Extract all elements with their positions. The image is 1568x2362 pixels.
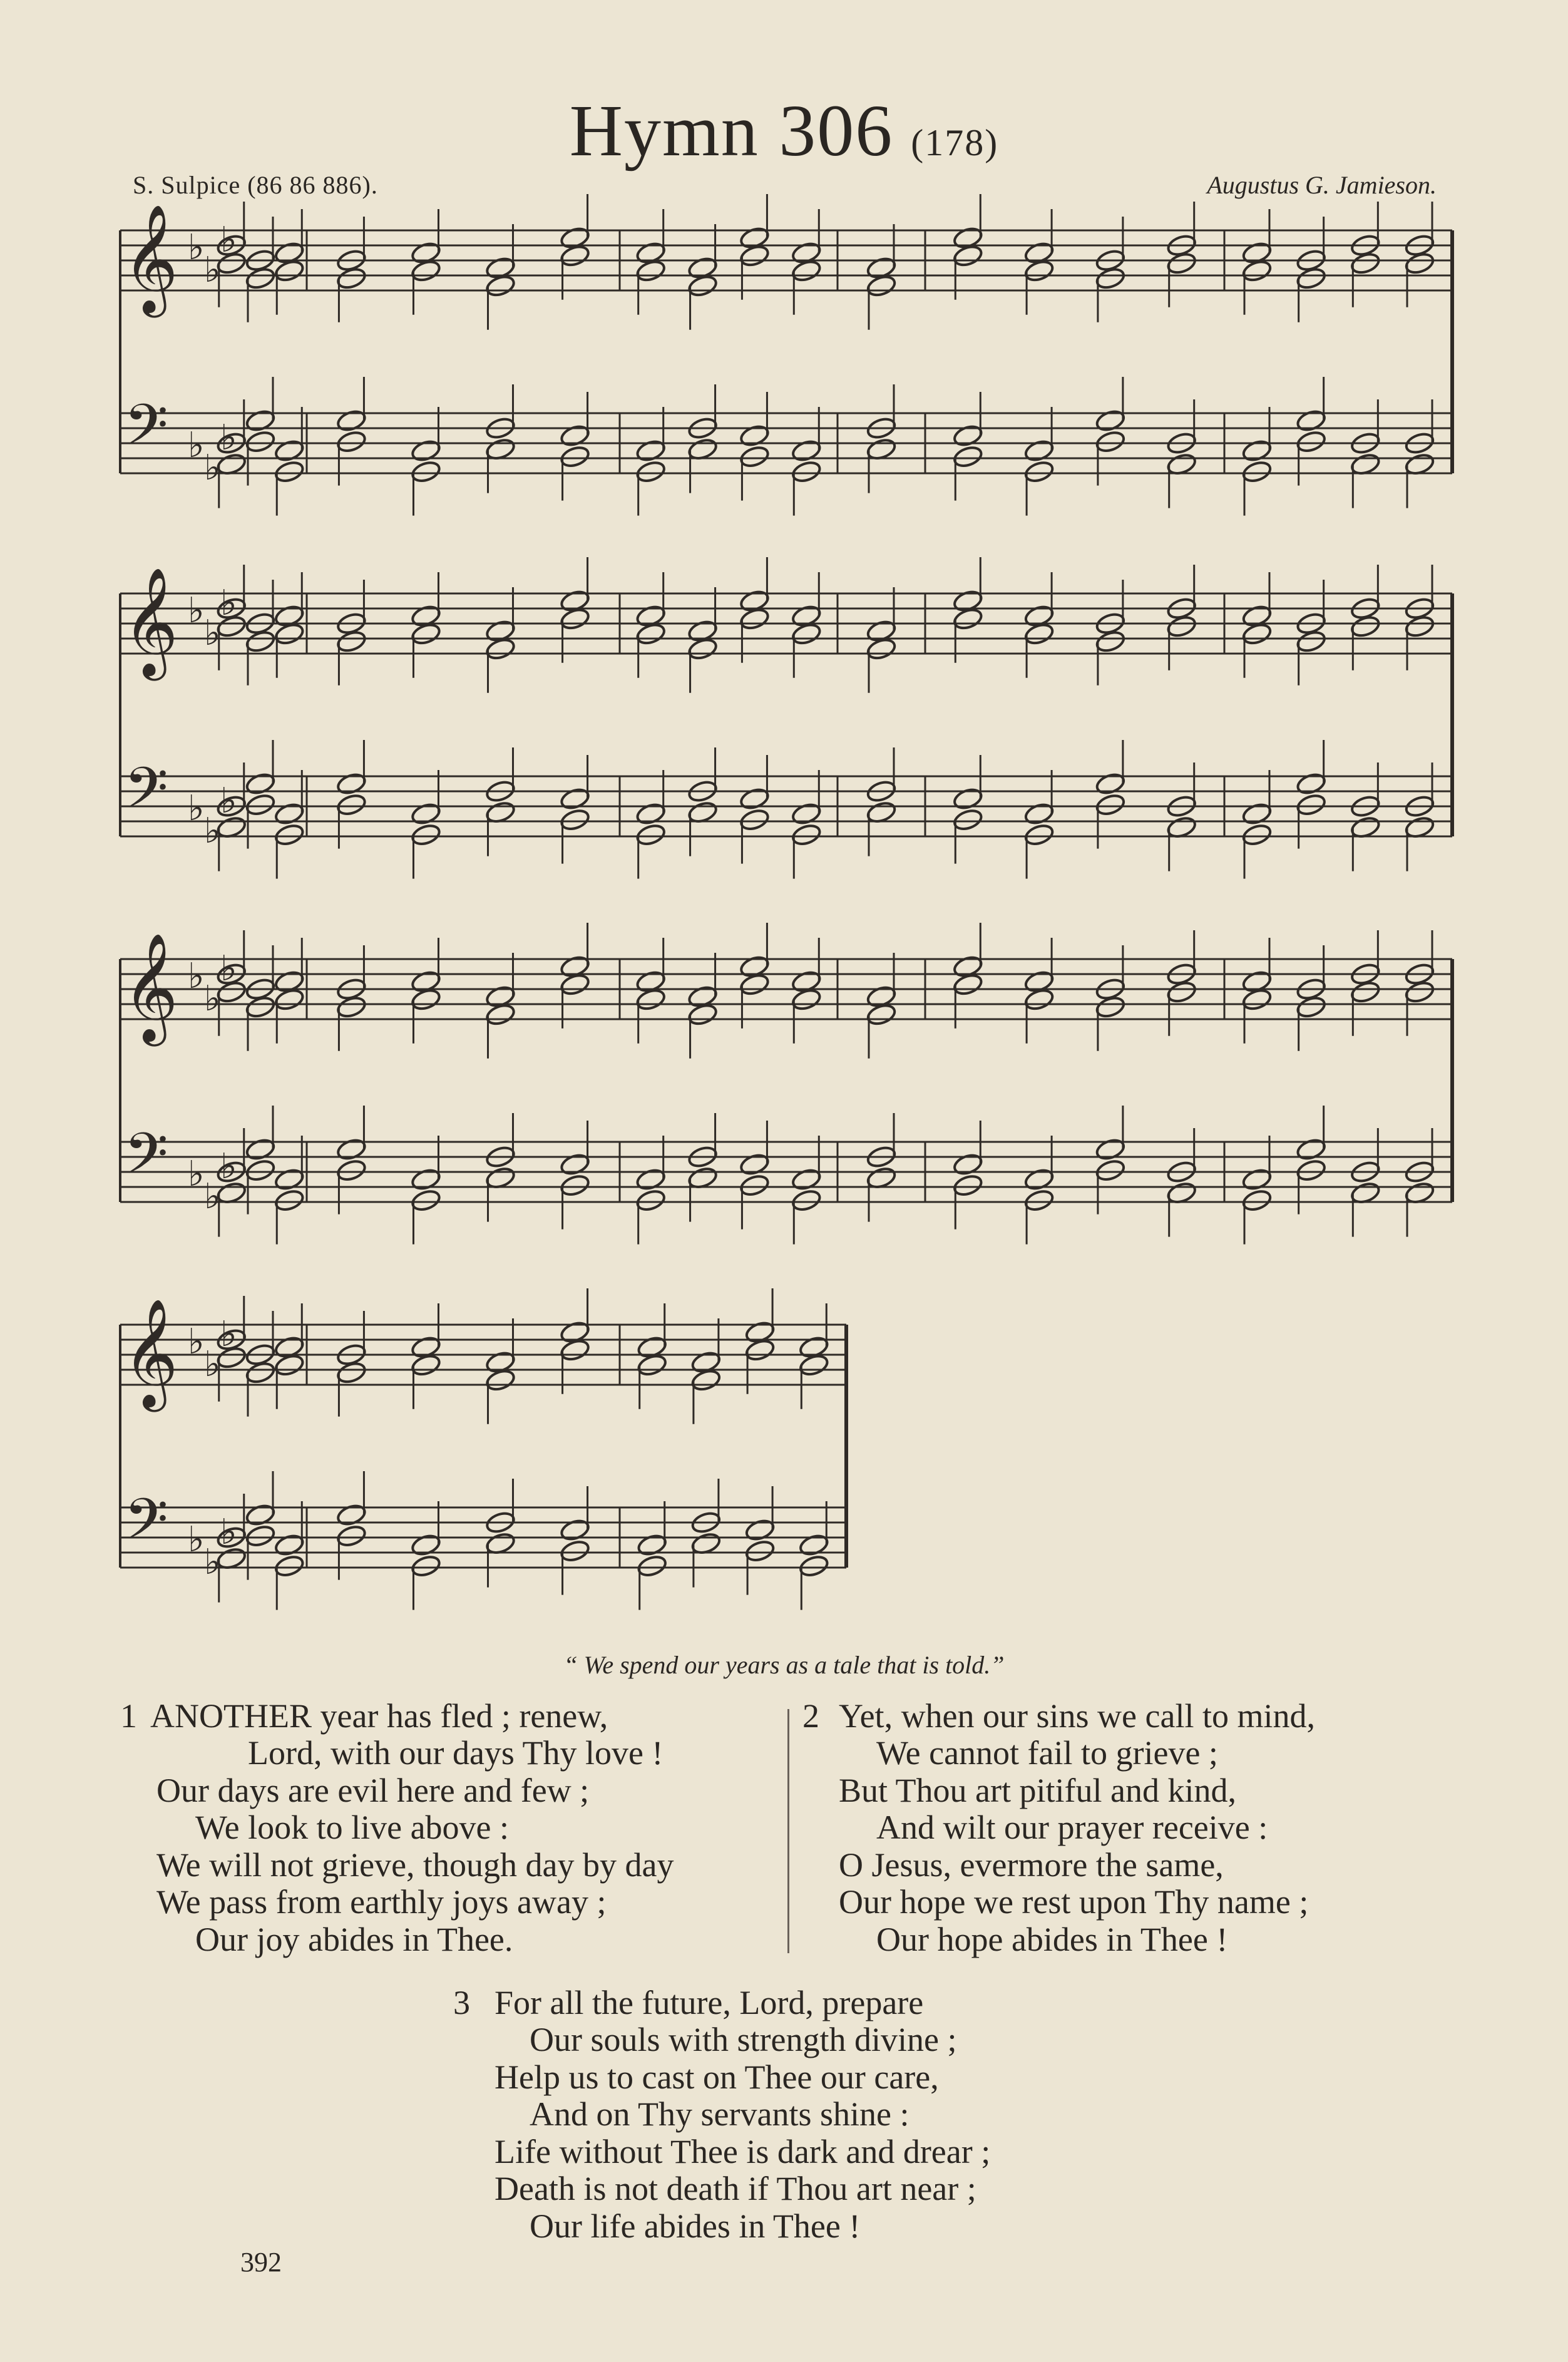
- note-head: [336, 1137, 367, 1161]
- verse-line: Yet, when our sins we call to mind,: [839, 1697, 1315, 1735]
- note-head: [637, 1554, 668, 1578]
- flat-icon: ♭: [188, 1154, 205, 1194]
- note-head: [1404, 251, 1435, 275]
- note-head: [744, 1517, 776, 1542]
- note-head: [559, 808, 590, 832]
- verse-line: We pass from earthly joys away ;: [156, 1883, 607, 1921]
- note-head: [245, 1137, 276, 1161]
- note-head: [1296, 429, 1327, 454]
- note-head: [410, 622, 441, 646]
- flat-icon: ♭: [204, 1176, 221, 1217]
- note-head: [274, 460, 305, 484]
- note-head: [1350, 251, 1381, 275]
- note-head: [791, 801, 822, 826]
- note-head: [274, 823, 305, 847]
- note-head: [559, 423, 590, 448]
- verse-line: And on Thy servants shine :: [530, 2095, 910, 2133]
- note-head: [739, 423, 770, 448]
- note-head: [1095, 408, 1126, 433]
- note-head: [1095, 1158, 1126, 1183]
- treble-clef-icon: 𝄞: [123, 933, 178, 1042]
- note-head: [791, 622, 822, 646]
- note-head: [1095, 771, 1126, 796]
- note-head: [791, 259, 822, 283]
- note-head: [336, 408, 367, 433]
- note-head: [1296, 771, 1327, 796]
- note-head: [739, 607, 770, 631]
- note-head: [274, 987, 305, 1012]
- note-head: [245, 429, 276, 454]
- treble-clef-icon: 𝄞: [123, 1298, 178, 1407]
- note-head: [410, 259, 441, 283]
- note-head: [1404, 980, 1435, 1004]
- note-head: [245, 793, 276, 817]
- flat-icon: ♭: [220, 1314, 237, 1355]
- note-head: [245, 266, 276, 290]
- flat-icon: ♭: [220, 948, 237, 989]
- note-head: [410, 1554, 441, 1578]
- note-head: [739, 972, 770, 997]
- treble-clef-icon: 𝄞: [123, 567, 178, 676]
- flat-icon: ♭: [188, 425, 205, 466]
- note-head: [1095, 429, 1126, 454]
- note-head: [559, 1152, 590, 1176]
- note-head: [635, 823, 667, 847]
- verse-line: Our souls with strength divine ;: [530, 2021, 957, 2058]
- note-head: [410, 1188, 441, 1213]
- note-head: [336, 1502, 367, 1527]
- note-head: [410, 1167, 441, 1191]
- note-head: [1350, 614, 1381, 639]
- note-head: [952, 972, 983, 997]
- note-head: [274, 1167, 305, 1191]
- note-head: [245, 1524, 276, 1548]
- note-head: [559, 244, 590, 268]
- note-head: [274, 622, 305, 646]
- note-head: [635, 1167, 667, 1191]
- note-head: [245, 1158, 276, 1183]
- note-head: [952, 423, 983, 448]
- note-head: [952, 808, 983, 832]
- note-head: [484, 1002, 516, 1027]
- note-head: [245, 1360, 276, 1385]
- note-head: [866, 274, 897, 298]
- note-head: [739, 808, 770, 832]
- note-head: [1023, 622, 1055, 646]
- note-head: [410, 1353, 441, 1377]
- note-head: [274, 801, 305, 826]
- verse-line: And wilt our prayer receive :: [876, 1809, 1268, 1846]
- note-head: [739, 444, 770, 469]
- epigraph: “ We spend our years as a tale that is told.”: [563, 1651, 1005, 1679]
- note-head: [1023, 823, 1055, 847]
- note-head: [1241, 259, 1273, 283]
- note-head: [274, 1533, 305, 1557]
- note-head: [336, 1158, 367, 1183]
- note-head: [1166, 980, 1197, 1004]
- note-head: [336, 995, 367, 1019]
- verse-line: Life without Thee is dark and drear ;: [494, 2133, 991, 2170]
- note-head: [687, 1002, 718, 1027]
- note-head: [245, 408, 276, 433]
- note-head: [559, 444, 590, 469]
- note-head: [1023, 259, 1055, 283]
- note-head: [1296, 629, 1327, 654]
- note-head: [690, 1368, 722, 1392]
- verse-line: Our life abides in Thee !: [530, 2207, 861, 2245]
- note-head: [1241, 460, 1273, 484]
- note-head: [336, 1524, 367, 1548]
- note-head: [952, 1173, 983, 1198]
- note-head: [635, 438, 667, 463]
- note-head: [739, 1152, 770, 1176]
- flat-icon: ♭: [188, 1322, 205, 1362]
- note-head: [635, 622, 667, 646]
- note-head: [1241, 823, 1273, 847]
- bass-clef-icon: 𝄢: [124, 1121, 168, 1201]
- note-head: [635, 259, 667, 283]
- note-head: [274, 1353, 305, 1377]
- note-head: [410, 460, 441, 484]
- flat-icon: ♭: [220, 781, 237, 821]
- flat-icon: ♭: [188, 956, 205, 997]
- flat-icon: ♭: [204, 978, 221, 1019]
- note-head: [336, 771, 367, 796]
- note-head: [410, 801, 441, 826]
- verse-line: We will not grieve, though day by day: [156, 1846, 674, 1884]
- note-head: [559, 1338, 590, 1362]
- hymn-ref-number: (178): [911, 122, 999, 163]
- flat-icon: ♭: [188, 788, 205, 829]
- flat-icon: ♭: [204, 613, 221, 654]
- note-head: [1296, 266, 1327, 290]
- note-head: [1296, 995, 1327, 1019]
- note-head: [1095, 793, 1126, 817]
- note-head: [274, 1554, 305, 1578]
- composer-name: Augustus G. Jamieson.: [1207, 171, 1437, 199]
- note-head: [559, 786, 590, 811]
- note-head: [1296, 793, 1327, 817]
- note-head: [1350, 980, 1381, 1004]
- note-head: [559, 1539, 590, 1563]
- note-head: [952, 1152, 983, 1176]
- hymn-title-text: Hymn 306: [569, 90, 894, 172]
- note-head: [1095, 629, 1126, 654]
- bass-clef-icon: 𝄢: [124, 1486, 168, 1566]
- flat-icon: ♭: [204, 250, 221, 290]
- verse-number: 2: [802, 1697, 819, 1735]
- note-head: [410, 987, 441, 1012]
- note-head: [1241, 987, 1273, 1012]
- note-head: [744, 1539, 776, 1563]
- note-head: [739, 786, 770, 811]
- flat-icon: ♭: [188, 1519, 205, 1560]
- note-head: [559, 972, 590, 997]
- verse-line: We look to live above :: [195, 1809, 510, 1846]
- note-head: [1095, 1137, 1126, 1161]
- note-head: [635, 801, 667, 826]
- note-head: [1023, 460, 1055, 484]
- verse-line: But Thou art pitiful and kind,: [839, 1772, 1236, 1809]
- note-head: [1023, 801, 1055, 826]
- note-head: [791, 1188, 822, 1213]
- note-head: [559, 1173, 590, 1198]
- note-head: [1095, 995, 1126, 1019]
- note-head: [559, 607, 590, 631]
- note-head: [274, 259, 305, 283]
- flat-icon: ♭: [188, 227, 205, 268]
- flat-icon: ♭: [204, 1344, 221, 1385]
- note-head: [866, 1002, 897, 1027]
- verse-number: 3: [453, 1984, 470, 2021]
- note-head: [687, 637, 718, 661]
- note-head: [245, 1502, 276, 1527]
- note-head: [635, 460, 667, 484]
- note-head: [1166, 251, 1197, 275]
- note-head: [637, 1533, 668, 1557]
- note-head: [952, 444, 983, 469]
- note-head: [1023, 1167, 1055, 1191]
- note-head: [1296, 1137, 1327, 1161]
- note-head: [1023, 1188, 1055, 1213]
- note-head: [484, 274, 516, 298]
- note-head: [1296, 1158, 1327, 1183]
- note-head: [336, 793, 367, 817]
- note-head: [274, 1188, 305, 1213]
- note-head: [410, 438, 441, 463]
- flat-icon: ♭: [204, 1542, 221, 1583]
- note-head: [410, 823, 441, 847]
- verse-line: Our hope abides in Thee !: [876, 1921, 1228, 1958]
- note-head: [1166, 614, 1197, 639]
- note-head: [1095, 266, 1126, 290]
- note-head: [798, 1533, 829, 1557]
- note-head: [245, 995, 276, 1019]
- verse-line: We cannot fail to grieve ;: [876, 1734, 1218, 1772]
- tune-name: S. Sulpice (86 86 886).: [133, 171, 378, 199]
- note-head: [484, 637, 516, 661]
- note-head: [637, 1353, 668, 1377]
- note-head: [245, 771, 276, 796]
- flat-icon: ♭: [220, 583, 237, 624]
- note-head: [687, 274, 718, 298]
- column-divider: [787, 1709, 789, 1953]
- note-head: [744, 1338, 776, 1362]
- bass-clef-icon: 𝄢: [124, 392, 168, 472]
- verse-line: Help us to cast on Thee our care,: [494, 2058, 939, 2096]
- note-head: [245, 629, 276, 654]
- note-head: [791, 987, 822, 1012]
- note-head: [336, 629, 367, 654]
- flat-icon: ♭: [188, 590, 205, 631]
- note-head: [1241, 438, 1273, 463]
- flat-icon: ♭: [220, 220, 237, 260]
- note-head: [791, 1167, 822, 1191]
- note-head: [1241, 1167, 1273, 1191]
- verse-line-text: ANOTHER year has fled ; renew,: [150, 1697, 608, 1735]
- note-head: [1296, 408, 1327, 433]
- note-head: [952, 607, 983, 631]
- verse-number: 1: [120, 1697, 137, 1735]
- flat-icon: ♭: [220, 1146, 237, 1187]
- note-head: [791, 460, 822, 484]
- note-head: [336, 1360, 367, 1385]
- verse-line: [150, 1698, 608, 1735]
- flat-icon: ♭: [204, 811, 221, 851]
- flat-icon: ♭: [204, 448, 221, 488]
- treble-clef-icon: 𝄞: [123, 204, 178, 313]
- verse-line: O Jesus, evermore the same,: [839, 1846, 1224, 1884]
- note-head: [559, 1517, 590, 1542]
- flat-icon: ♭: [220, 418, 237, 458]
- note-head: [336, 266, 367, 290]
- note-head: [952, 786, 983, 811]
- note-head: [635, 987, 667, 1012]
- page-number: 392: [240, 2247, 282, 2277]
- verse-line: Our joy abides in Thee.: [195, 1921, 513, 1958]
- note-head: [1023, 438, 1055, 463]
- verse-line: Our hope we rest upon Thy name ;: [839, 1883, 1309, 1921]
- bass-clef-icon: 𝄢: [124, 755, 168, 835]
- note-head: [1241, 801, 1273, 826]
- note-head: [1023, 987, 1055, 1012]
- note-head: [635, 1188, 667, 1213]
- note-head: [410, 1533, 441, 1557]
- note-head: [1241, 1188, 1273, 1213]
- note-head: [791, 823, 822, 847]
- note-head: [952, 244, 983, 268]
- flat-icon: ♭: [220, 1512, 237, 1553]
- note-head: [484, 1368, 516, 1392]
- verse-line: Death is not death if Thou art near ;: [494, 2170, 976, 2207]
- note-head: [274, 438, 305, 463]
- note-head: [798, 1353, 829, 1377]
- note-head: [1241, 622, 1273, 646]
- note-head: [739, 244, 770, 268]
- note-head: [1404, 614, 1435, 639]
- verse-line: Lord, with our days Thy love !: [248, 1734, 664, 1772]
- note-head: [791, 438, 822, 463]
- verse-line: For all the future, Lord, prepare: [494, 1984, 924, 2021]
- verse-line: Our days are evil here and few ;: [156, 1772, 590, 1809]
- note-head: [866, 637, 897, 661]
- note-head: [798, 1554, 829, 1578]
- note-head: [336, 429, 367, 454]
- note-head: [739, 1173, 770, 1198]
